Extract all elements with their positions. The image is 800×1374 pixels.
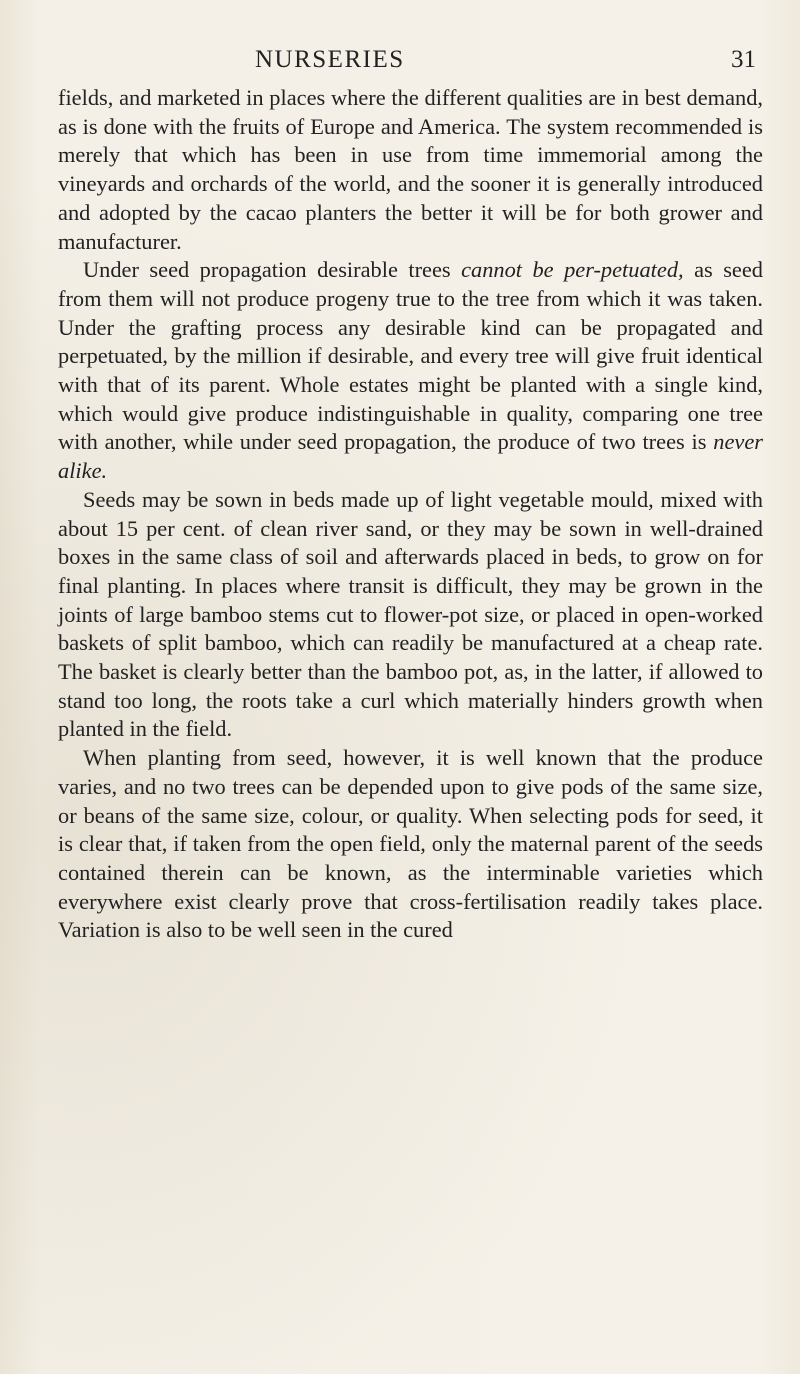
paragraph-2-text-a: Under seed propagation desirable trees — [83, 257, 462, 283]
page-number: 31 — [731, 46, 756, 73]
body-text — [58, 84, 763, 945]
paragraph-2-text-b: as seed from them will not produce progeny true to the tree from which it was taken. Under the grafting process any desirable kind can be propagated and perpetuated, by the million if desirable, and every tree will give fruit identical with that of its parent. Whole estates might be planted with a single kind, which would give produce indistinguishable in quality, comparing one tree with another, while under seed propagation, the produce of two trees is — [58, 257, 763, 455]
paragraph-4-text: When planting from seed, however, it is well known that the produce varies, and no two trees can be depended upon to give pods of the same size, or beans of the same size, colour, or quality. When selecting pods for seed, it is clear that, if taken from the open field, only the maternal parent of the seeds contained therein can be known, as the interminable varieties which everywhere exist clearly prove that cross-fertilisation readily takes place. Variation is also to be well seen in the cured — [58, 745, 763, 943]
paragraph-2-italic-b: never alike. — [58, 429, 763, 484]
page-header — [255, 46, 800, 76]
paragraph-3-text: Seeds may be sown in beds made up of light vegetable mould, mixed with about 15 per cent. of clean river sand, or they may be sown in well-drained boxes in the same class of soil and afterwards placed in beds, to grow on for final planting. In places where transit is difficult, they may be grown in the joints of large bamboo stems cut to flower-pot size, or placed in open-worked baskets of split bamboo, which can readily be manufactured at a cheap rate. The basket is clearly better than the bamboo pot, as, in the latter, if allowed to stand too long, the roots take a curl which materially hinders growth when planted in the field. — [58, 486, 763, 742]
paragraph-1 — [58, 84, 763, 256]
running-title: NURSERIES — [255, 46, 405, 73]
paragraph-3 — [58, 486, 763, 744]
paragraph-1-text: fields, and marketed in places where the different qualities are in best demand, as is done with the fruits of Europe and America. The system recommended is merely that which has been in use from time immemorial among the vineyards and orchards of the world, and the sooner it is generally introduced and adopted by the cacao planters the better it will be for both grower and manufacturer. — [58, 85, 763, 254]
paragraph-2-italic-a: cannot be per-petuated, — [461, 257, 684, 283]
paragraph-2 — [58, 256, 763, 486]
paragraph-4 — [58, 744, 763, 945]
